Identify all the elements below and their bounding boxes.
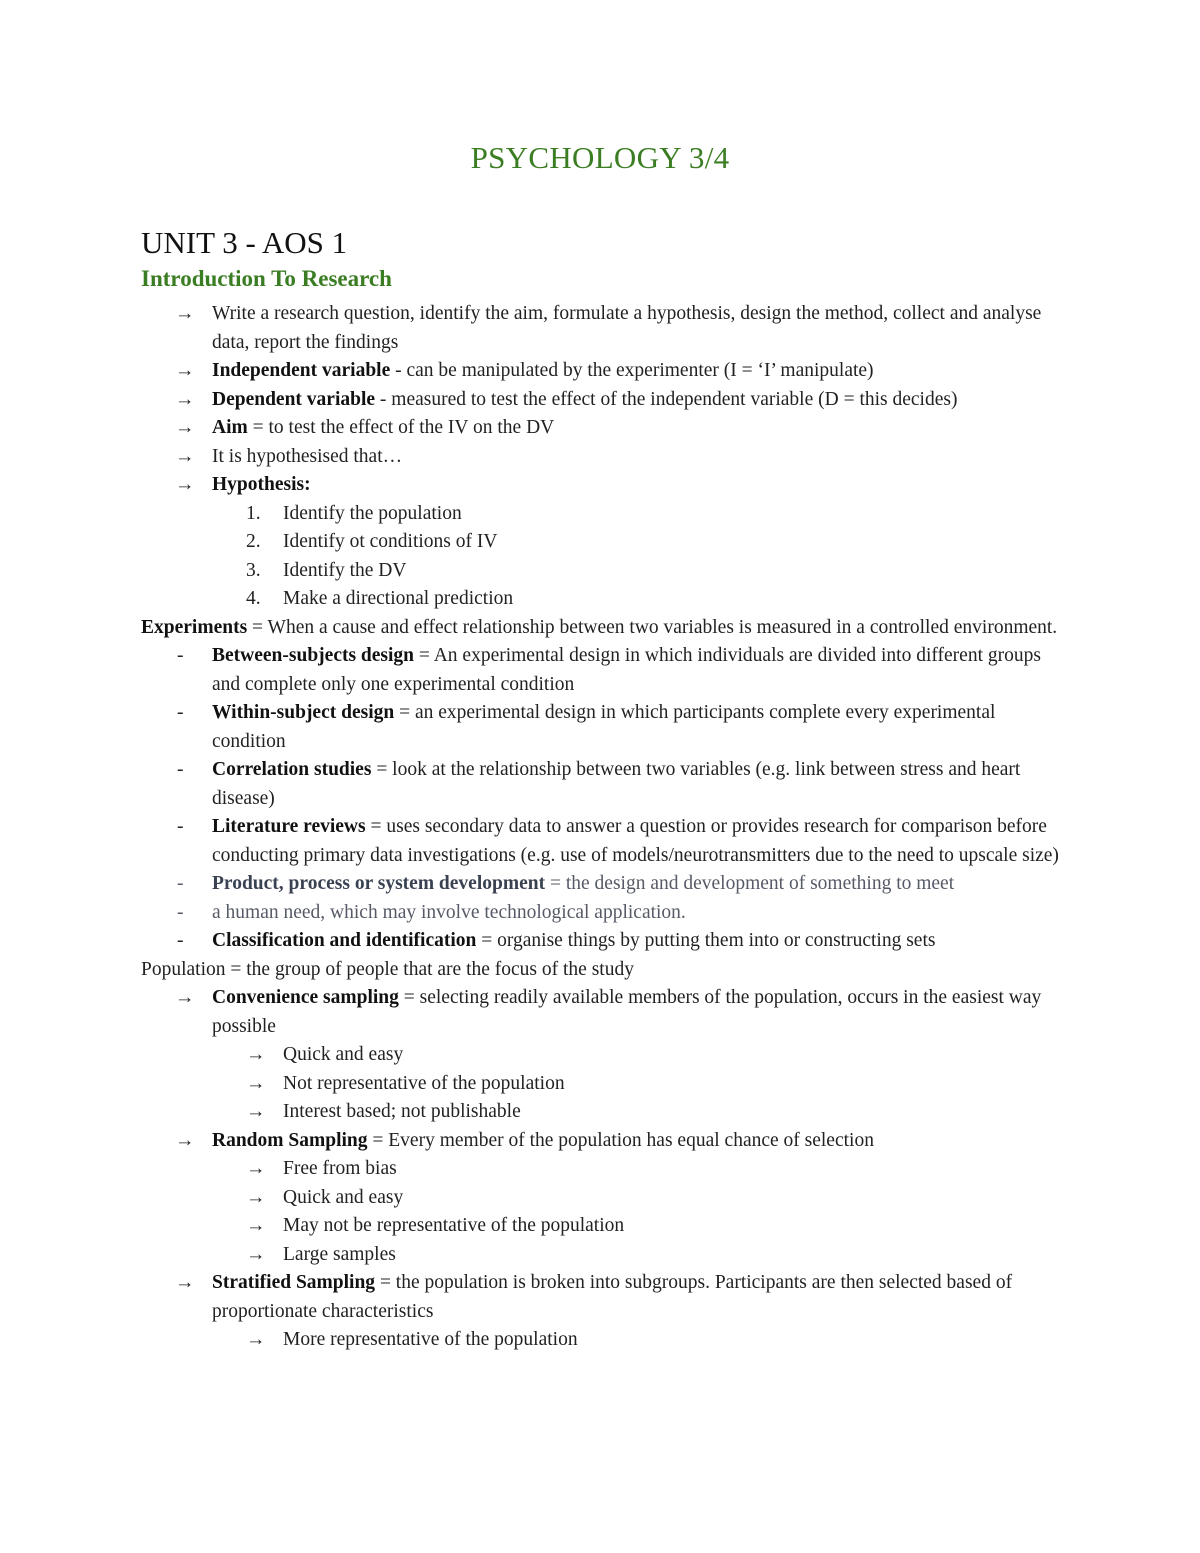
dash-bullet-icon: - (177, 759, 184, 780)
sub-list-item: → May not be representative of the population (0, 1212, 1200, 1241)
arrow-bullet-icon: → (246, 1186, 266, 1208)
sub-list-item: → Large samples (0, 1241, 1200, 1270)
term: Independent variable (212, 360, 391, 381)
document-body (0, 300, 1200, 1355)
unit-heading: UNIT 3 - AOS 1 (141, 225, 348, 260)
paragraph: Experiments = When a cause and effect relationship between two variables is measured in a controlled environment. (141, 616, 1058, 638)
term: Classification and identification (212, 930, 477, 951)
term: Product, process or system development (212, 873, 546, 894)
sub-list-item: → Quick and easy (0, 1184, 1200, 1213)
sub-list-item: → Interest based; not publishable (0, 1098, 1200, 1127)
arrow-bullet-icon: → (246, 1215, 266, 1236)
section-heading: Introduction To Research (141, 266, 392, 291)
list-item: - Between-subjects design = An experimental design in which individuals are divided into different groups and complete only one experimental condition (0, 642, 1200, 699)
document-title: PSYCHOLOGY 3/4 (470, 140, 730, 175)
arrow-bullet-icon: → (246, 1329, 266, 1350)
term: Random Sampling (212, 1129, 368, 1151)
sub-list-item: → Quick and easy (0, 1041, 1200, 1070)
term: Within-subject design (212, 702, 395, 723)
term: Literature reviews (212, 816, 366, 837)
term: Convenience sampling (212, 987, 399, 1008)
list-item: - Classification and identification = organise things by putting them into or constructing sets (0, 927, 1200, 956)
dash-bullet-icon: - (177, 816, 184, 837)
term: Stratified Sampling (212, 1272, 376, 1293)
arrow-bullet-icon: → (246, 1044, 266, 1065)
arrow-bullet-icon: → (246, 1101, 266, 1122)
term: Between-subjects design (212, 645, 415, 666)
dash-bullet-icon: - (177, 645, 184, 666)
numbered-item: 2. Identify ot conditions of IV (246, 531, 498, 552)
arrow-bullet-icon: → (175, 1129, 195, 1151)
numbered-item: 4. Make a directional prediction (246, 588, 514, 609)
numbered-item: 1. Identify the population (246, 502, 462, 524)
list-item: - a human need, which may involve technological application. (0, 899, 1200, 928)
dash-bullet-icon: - (177, 930, 184, 951)
list-item: - Product, process or system development = the design and development of something to meet (0, 870, 1200, 899)
arrow-bullet-icon: → (175, 360, 195, 381)
list-item: → Write a research question, identify the aim, formulate a hypothesis, design the method, collect and analyse data, report the findings (0, 300, 1200, 357)
arrow-bullet-icon: → (175, 417, 195, 438)
term: Hypothesis: (212, 474, 311, 495)
arrow-bullet-icon: → (175, 303, 195, 324)
list-item (0, 471, 1200, 500)
arrow-bullet-icon: → (175, 1272, 195, 1293)
arrow-bullet-icon: → (175, 445, 195, 467)
list-item: → Stratified Sampling = the population is broken into subgroups. Participants are then selected based of proportionate characteristics (0, 1269, 1200, 1326)
sub-list-item: → More representative of the population (0, 1326, 1200, 1355)
list-item: → Independent variable - can be manipulated by the experimenter (I = ‘I’ manipulate) (0, 357, 1200, 386)
list-item: → Dependent variable - measured to test the effect of the independent variable (D = this decides) (0, 386, 1200, 415)
list-item: - Correlation studies = look at the relationship between two variables (e.g. link between stress and heart disease) (0, 756, 1200, 813)
dash-bullet-icon: - (177, 901, 184, 923)
arrow-bullet-icon: → (246, 1243, 266, 1265)
paragraph: Population = the group of people that are the focus of the study (141, 958, 634, 980)
list-item: → Convenience sampling = selecting readily available members of the population, occurs in the easiest way possible (0, 984, 1200, 1041)
list-item: → Random Sampling = Every member of the population has equal chance of selection (0, 1127, 1200, 1156)
term: Dependent variable (212, 388, 376, 410)
term: Aim (212, 417, 248, 438)
arrow-bullet-icon: → (246, 1072, 266, 1094)
list-item: - Within-subject design = an experimental design in which participants complete every experimental condition (0, 699, 1200, 756)
term: Experiments (141, 616, 248, 638)
list-item: - Literature reviews = uses secondary data to answer a question or provides research for comparison before conducting primary data investigations (e.g. use of models/neurotransmitters due to the need to upscale size) (0, 813, 1200, 870)
arrow-bullet-icon: → (175, 388, 195, 410)
dash-bullet-icon: - (177, 873, 184, 894)
list-item: → Aim = to test the effect of the IV on the DV (0, 414, 1200, 443)
numbered-item: 3. Identify the DV (246, 559, 407, 581)
sub-list-item: → Not representative of the population (0, 1070, 1200, 1099)
term: Correlation studies (212, 759, 372, 780)
dash-bullet-icon: - (177, 702, 184, 723)
list-item: → It is hypothesised that… (0, 443, 1200, 472)
arrow-bullet-icon: → (175, 474, 195, 495)
arrow-bullet-icon: → (175, 987, 195, 1008)
arrow-bullet-icon: → (246, 1158, 266, 1179)
sub-list-item: → Free from bias (0, 1155, 1200, 1184)
